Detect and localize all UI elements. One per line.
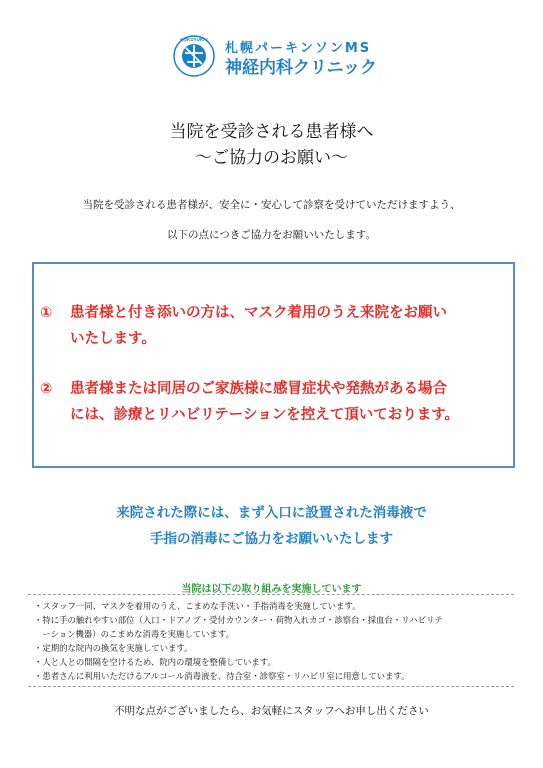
intro-line-1: 当院を受診される患者様が、安全に・安心して診察を受けていただけますよう、: [82, 199, 461, 211]
list-item: ーション機器）のこまめな消毒を実施しています。: [34, 629, 234, 639]
measures-heading: 当院は以下の取り組みを実施しています: [181, 584, 362, 595]
page-title: 当院を受診される患者様へ: [169, 122, 374, 142]
page-subtitle: ～ご協力のお願い～: [195, 148, 348, 168]
disinfection-message-line-1: 来院された際には、まず入口に設置された消毒液で: [116, 505, 427, 521]
clinic-emblem-icon: [172, 34, 216, 78]
list-item: ・スタッフ一同、マスクを着用のうえ、こまめな手洗い・手指消毒を実施しています。: [34, 601, 361, 611]
notice-text-line-2: には、診療とリハビリテーションを控えて頂いております。: [70, 407, 460, 423]
notice-box: [32, 262, 515, 468]
disinfection-message-line-2: 手指の消毒にご協力をお願いいたします: [150, 531, 393, 547]
notice-number: ①: [40, 305, 53, 321]
emblem-text: HOKUYUKAI: [180, 37, 208, 42]
measures-list: [28, 594, 514, 687]
list-item: ・定期的な院内の換気を実施しています。: [34, 643, 193, 653]
list-item: ・特に手の触れやすい部位（入口・ドアノブ・受付カウンター・荷物入れカゴ・診察台・採血台・リハビリテ: [34, 615, 443, 625]
notice-text-line-1: 患者様と付き添いの方は、マスク着用のうえ来院をお願い: [70, 305, 447, 321]
logo-clinic-name: 神経内科クリニック: [225, 58, 377, 78]
footer-note: 不明な点がございましたら、お気軽にスタッフへお申し出ください: [114, 705, 429, 717]
list-item: ・人と人との間隔を空けるため、院内の環境を整備しています。: [34, 657, 276, 667]
intro-line-2: 以下の点につきご協力をお願いいたします。: [167, 229, 376, 241]
list-item: ・患者さんに利用いただけるアルコール消毒液を、待合室・診察室・リハビリ室に用意しています。: [34, 671, 410, 681]
logo-subtitle: 札幌パーキンソンMS: [225, 41, 372, 56]
notice-text-line-2: いたします。: [70, 331, 156, 347]
notice-number: ②: [40, 381, 53, 397]
notice-text-line-1: 患者様または同居のご家族様に感冒症状や発熱がある場合: [70, 381, 447, 397]
clinic-logo: [172, 34, 382, 78]
